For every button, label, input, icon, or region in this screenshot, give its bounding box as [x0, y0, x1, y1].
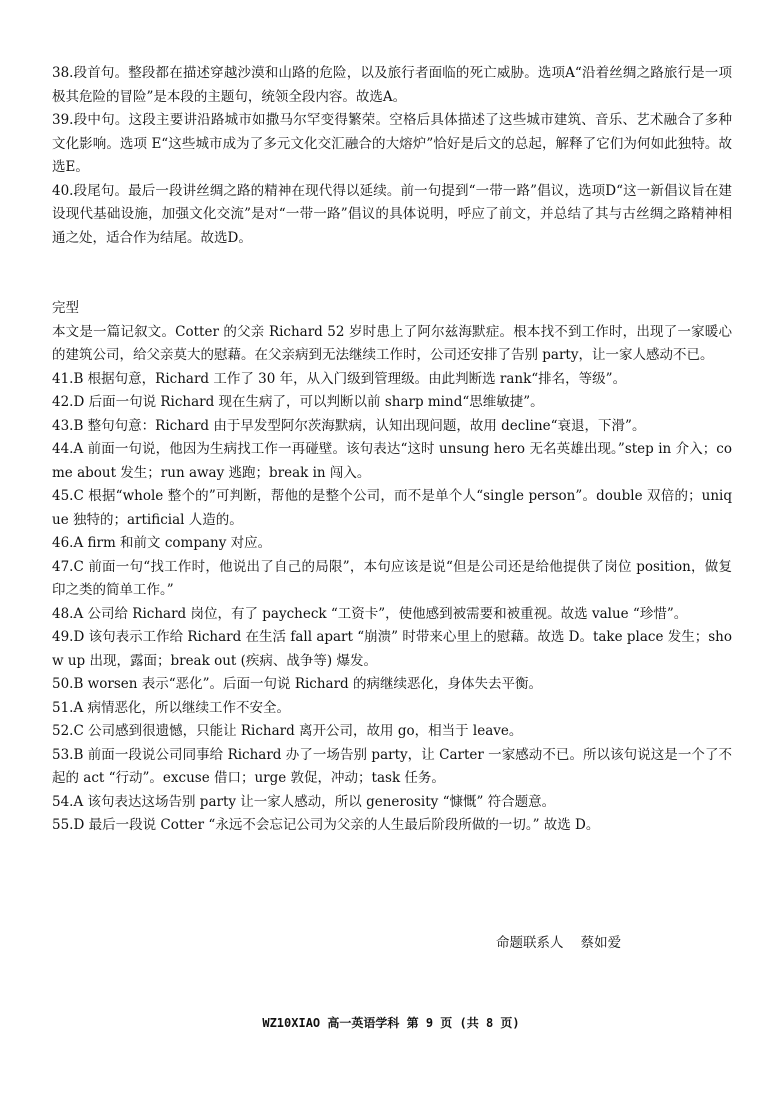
answer-42: 42.D 后面一句说 Richard 现在生病了，可以判断以前 sharp mind“思维敏捷”。 — [52, 394, 544, 410]
answer-55: 55.D 最后一段说 Cotter “永远不会忘记公司为父亲的人生最后阶段所做的一切。” 故选 D。 — [52, 817, 600, 833]
answer-49: 49.D 该句表示工作给 Richard 在生活 fall apart “崩溃” 时带来心里上的慰藉。故选 D。take place 发生；show up 出现，露面；break out (疾病、战争等) 爆发。 — [52, 629, 732, 669]
answer-53: 53.B 前面一段说公司同事给 Richard 办了一场告别 party，让 Carter 一家感动不已。所以该句说这是一个了不起的 act “行动”。excuse 借口；urge 敦促，冲动；task 任务。 — [52, 746, 732, 786]
answer-38: 38.段首句。整段都在描述穿越沙漠和山路的危险，以及旅行者面临的死亡威胁。选项A“沿着丝绸之路旅行是一项极其危险的冒险”是本段的主题句，统领全段内容。故选A。 — [52, 65, 732, 105]
cloze-section — [52, 297, 732, 838]
answer-48: 48.A 公司给 Richard 岗位，有了 paycheck “工资卡”，使他感到被需要和被重视。故选 value “珍惜”。 — [52, 605, 688, 622]
page-footer: WZ10XIAO 高一英语学科 第 9 页 (共 8 页) — [262, 1016, 520, 1030]
answer-51: 51.A 病情恶化，所以继续工作不安全。 — [52, 699, 291, 716]
answer-43: 43.B 整句句意：Richard 由于早发型阿尔茨海默病，认知出现问题，故用 decline“衰退，下滑”。 — [52, 417, 646, 434]
author-contact — [496, 931, 621, 951]
cloze-intro: 本文是一篇记叙文。Cotter 的父亲 Richard 52 岁时患上了阿尔兹海默症。根本找不到工作时，出现了一家暖心的建筑公司，给父亲莫大的慰藉。在父亲病到无法继续工作时，公司还安排了告别 party，让一家人感动不已。 — [52, 323, 732, 363]
answer-54: 54.A 该句表达这场告别 party 让一家人感动，所以 generosity “慷慨” 符合题意。 — [52, 793, 556, 810]
contact-label: 命题联系人 — [496, 935, 564, 951]
answer-52: 52.C 公司感到很遗憾，只能让 Richard 离开公司，故用 go，相当于 leave。 — [52, 723, 523, 739]
answer-45: 45.C 根据“whole 整个的”可判断，帮他的是整个公司，而不是单个人“single person”。double 双倍的；unique 独特的；artificial 人造的。 — [52, 488, 732, 528]
answer-44: 44.A 前面一句说，他因为生病找工作一再碰壁。该句表达“这时 unsung hero 无名英雄出现。”step in 介入；come about 发生；run away 逃跑；break in 闯入。 — [52, 441, 732, 481]
answer-41: 41.B 根据句意，Richard 工作了 30 年，从入门级到管理级。由此判断选 rank“排名，等级”。 — [52, 370, 627, 387]
document-body — [52, 62, 732, 838]
answer-39: 39.段中句。这段主要讲沿路城市如撒马尔罕变得繁荣。空格后具体描述了这些城市建筑、音乐、艺术融合了多种文化影响。选项 E“这些城市成为了多元文化交汇融合的大熔炉”恰好是后文的总起，解释了它们为何如此独特。故选E。 — [52, 112, 732, 175]
answer-47: 47.C 前面一句“找工作时，他说出了自己的局限”，本句应该是说“但是公司还是给他提供了岗位 position，做复印之类的简单工作。” — [52, 558, 732, 598]
answer-50: 50.B worsen 表示“恶化”。后面一句说 Richard 的病继续恶化，身体失去平衡。 — [52, 676, 542, 692]
section-gap — [52, 250, 732, 297]
answer-40: 40.段尾句。最后一段讲丝绸之路的精神在现代得以延续。前一句提到“一带一路”倡议，选项D“这一新倡议旨在建设现代基础设施，加强文化交流”是对“一带一路”倡议的具体说明，呼应了前文，并总结了其与古丝绸之路精神相通之处，适合作为结尾。故选D。 — [52, 182, 732, 246]
reading-answers — [52, 62, 732, 250]
answer-46: 46.A firm 和前文 company 对应。 — [52, 535, 272, 551]
cloze-title: 完型 — [52, 300, 79, 316]
contact-name: 蔡如爱 — [580, 935, 622, 951]
